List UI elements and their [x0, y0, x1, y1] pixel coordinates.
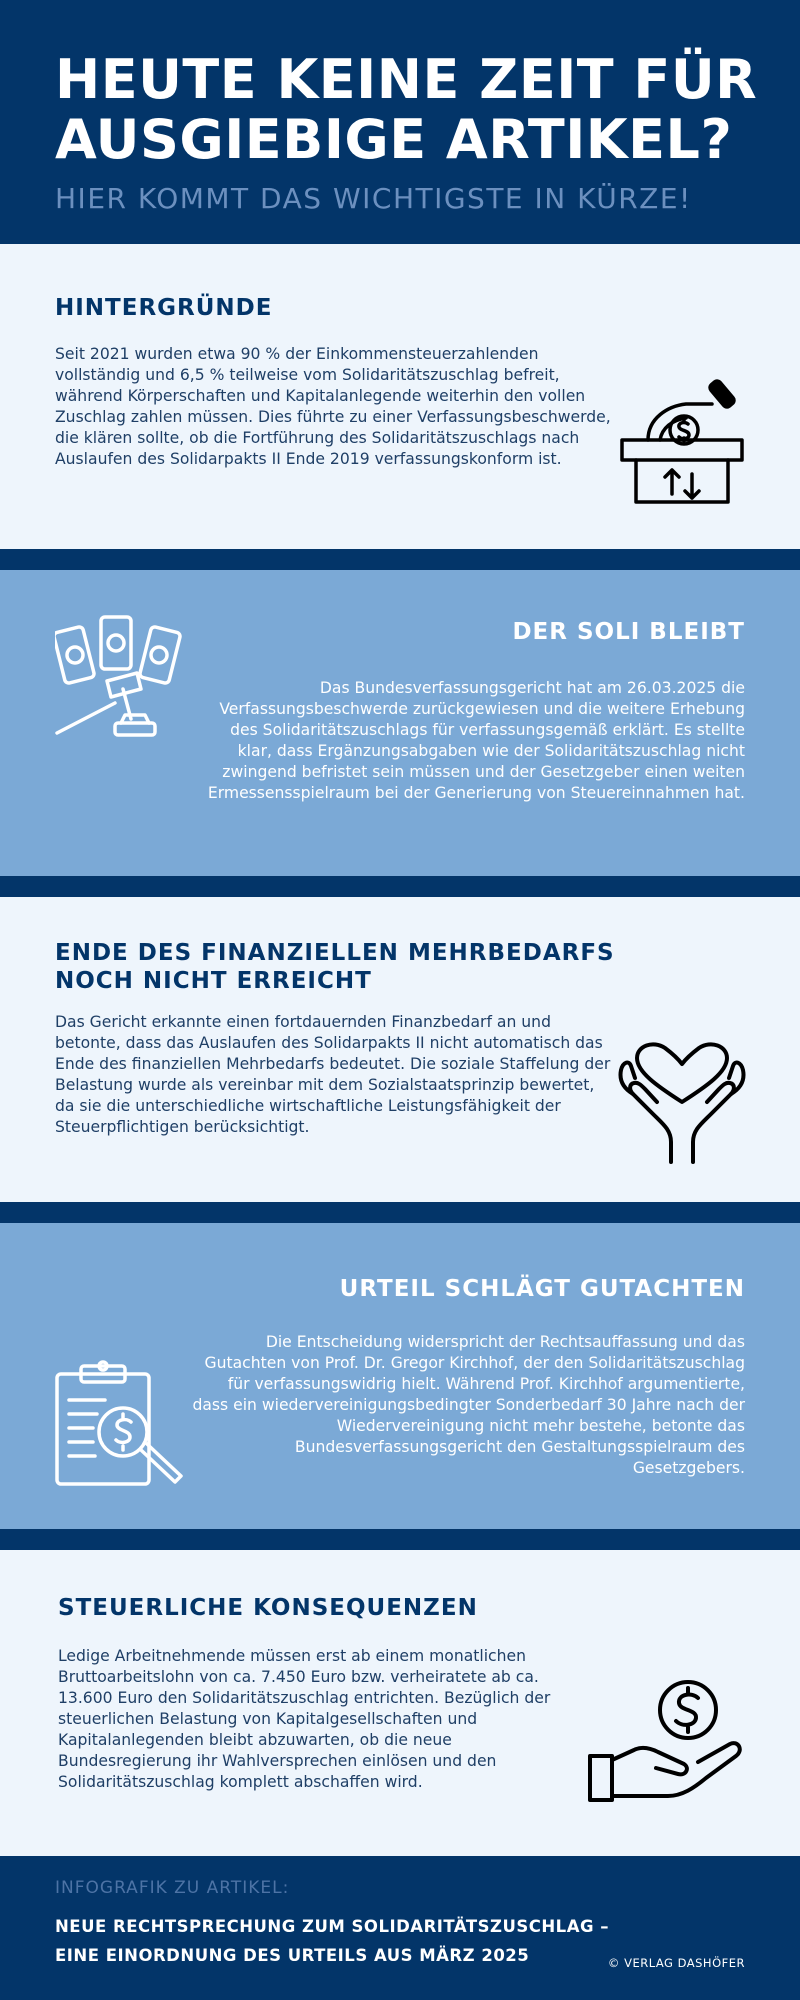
header-banner	[0, 0, 800, 242]
section-heading: URTEIL SCHLÄGT GUTACHTEN	[339, 1276, 745, 1302]
footer	[0, 1856, 800, 2000]
section-text: Das Gericht erkannte einen fortdauernden Finanzbedarf an und betonte, dass das Auslaufen des Solidarpakts II nicht automatisch das Ende des finanziellen Mehrbedarfs bedeutet. Die soziale Staffelung der Belastung wurde als vereinbar mit dem Sozialstaatsprinzip bewertet, da sie die unterschiedliche wirtschaftliche Leistungsfähigkeit der Steuerpflichtigen berücksichtigt.	[55, 1013, 611, 1136]
page-title: HEUTE KEINE ZEIT FÜR AUSGIEBIGE ARTIKEL?	[55, 48, 758, 171]
section-soli-bleibt	[0, 570, 800, 876]
section-text: Die Entscheidung widerspricht der Rechtsauffassung und das Gutachten von Prof. Dr. Gregor Kirchhof, der den Solidaritätszuschlag für verfassungswidrig hielt. Während Prof. Kirchhof argumentierte, dass ein wiedervereinigungsbedingter Sonderbedarf 30 Jahre nach der Wiedervereinigung nicht mehr bestehe, betonte das Bundesverfassungsgericht den Gestaltungsspielraum des Gesetzgebers.	[192, 1333, 745, 1477]
section-urteil-gutachten	[0, 1223, 800, 1529]
section-heading: ENDE DES FINANZIELLEN MEHRBEDARFS NOCH NICHT ERREICHT	[55, 940, 615, 994]
section-mehrbedarf	[0, 897, 800, 1202]
footer-label: INFOGRAFIK ZU ARTIKEL:	[55, 1878, 290, 1898]
donation-box-icon	[620, 374, 750, 504]
section-heading: DER SOLI BLEIBT	[512, 619, 745, 645]
page-subtitle: HIER KOMMT DAS WICHTIGSTE IN KÜRZE!	[55, 182, 692, 215]
hand-coin-icon	[588, 1678, 746, 1808]
section-text: Ledige Arbeitnehmende müssen erst ab einem monatlichen Bruttoarbeitslohn von ca. 7.450 Euro bzw. verheiratete ab ca. 13.600 Euro den Solidaritätszuschlag entrichten. Bezüglich der steuerlichen Belastung von Kapitalgesellschaften und Kapitalanlegenden bleibt abzuwarten, ob die neue Bundesregierung ihr Wahlversprechen einlösen und den Solidaritätszuschlag komplett abschaffen wird.	[58, 1647, 551, 1791]
section-heading: HINTERGRÜNDE	[55, 295, 273, 321]
section-text: Das Bundesverfassungsgericht hat am 26.03.2025 die Verfassungsbeschwerde zurückgewiesen und die weitere Erhebung des Solidaritätszuschlags für verfassungsgemäß erklärt. Es stellte klar, dass Ergänzungsabgaben wie der Solidaritätszuschlag nicht zwingend befristet sein müssen und der Gesetzgeber einen weiten Ermessensspielraum bei der Generierung von Steuereinnahmen hat.	[207, 679, 745, 802]
heart-hands-icon	[617, 1042, 747, 1167]
section-heading: STEUERLICHE KONSEQUENZEN	[58, 1595, 478, 1621]
money-gavel-icon	[55, 615, 185, 745]
section-hintergruende	[0, 244, 800, 549]
section-steuerliche-konsequenzen	[0, 1550, 800, 1856]
copyright-notice: © VERLAG DASHÖFER	[607, 1956, 745, 1970]
footer-article-title: NEUE RECHTSPRECHUNG ZUM SOLIDARITÄTSZUSCHLAG – EINE EINORDNUNG DES URTEILS AUS MÄRZ 2025	[55, 1917, 609, 1965]
section-text: Seit 2021 wurden etwa 90 % der Einkommensteuerzahlenden vollständig und 6,5 % teilweise vom Solidaritätszuschlag befreit, während Körperschaften und Kapitalanlegende weiterhin den vollen Zuschlag zahlen müssen. Dies führte zu einer Verfassungsbeschwerde, die klären sollte, ob die Fortführung des Solidaritätszuschlags nach Auslaufen des Solidarpakts II Ende 2019 verfassungskonform ist.	[55, 345, 611, 468]
clipboard-magnifier-icon	[55, 1360, 183, 1490]
